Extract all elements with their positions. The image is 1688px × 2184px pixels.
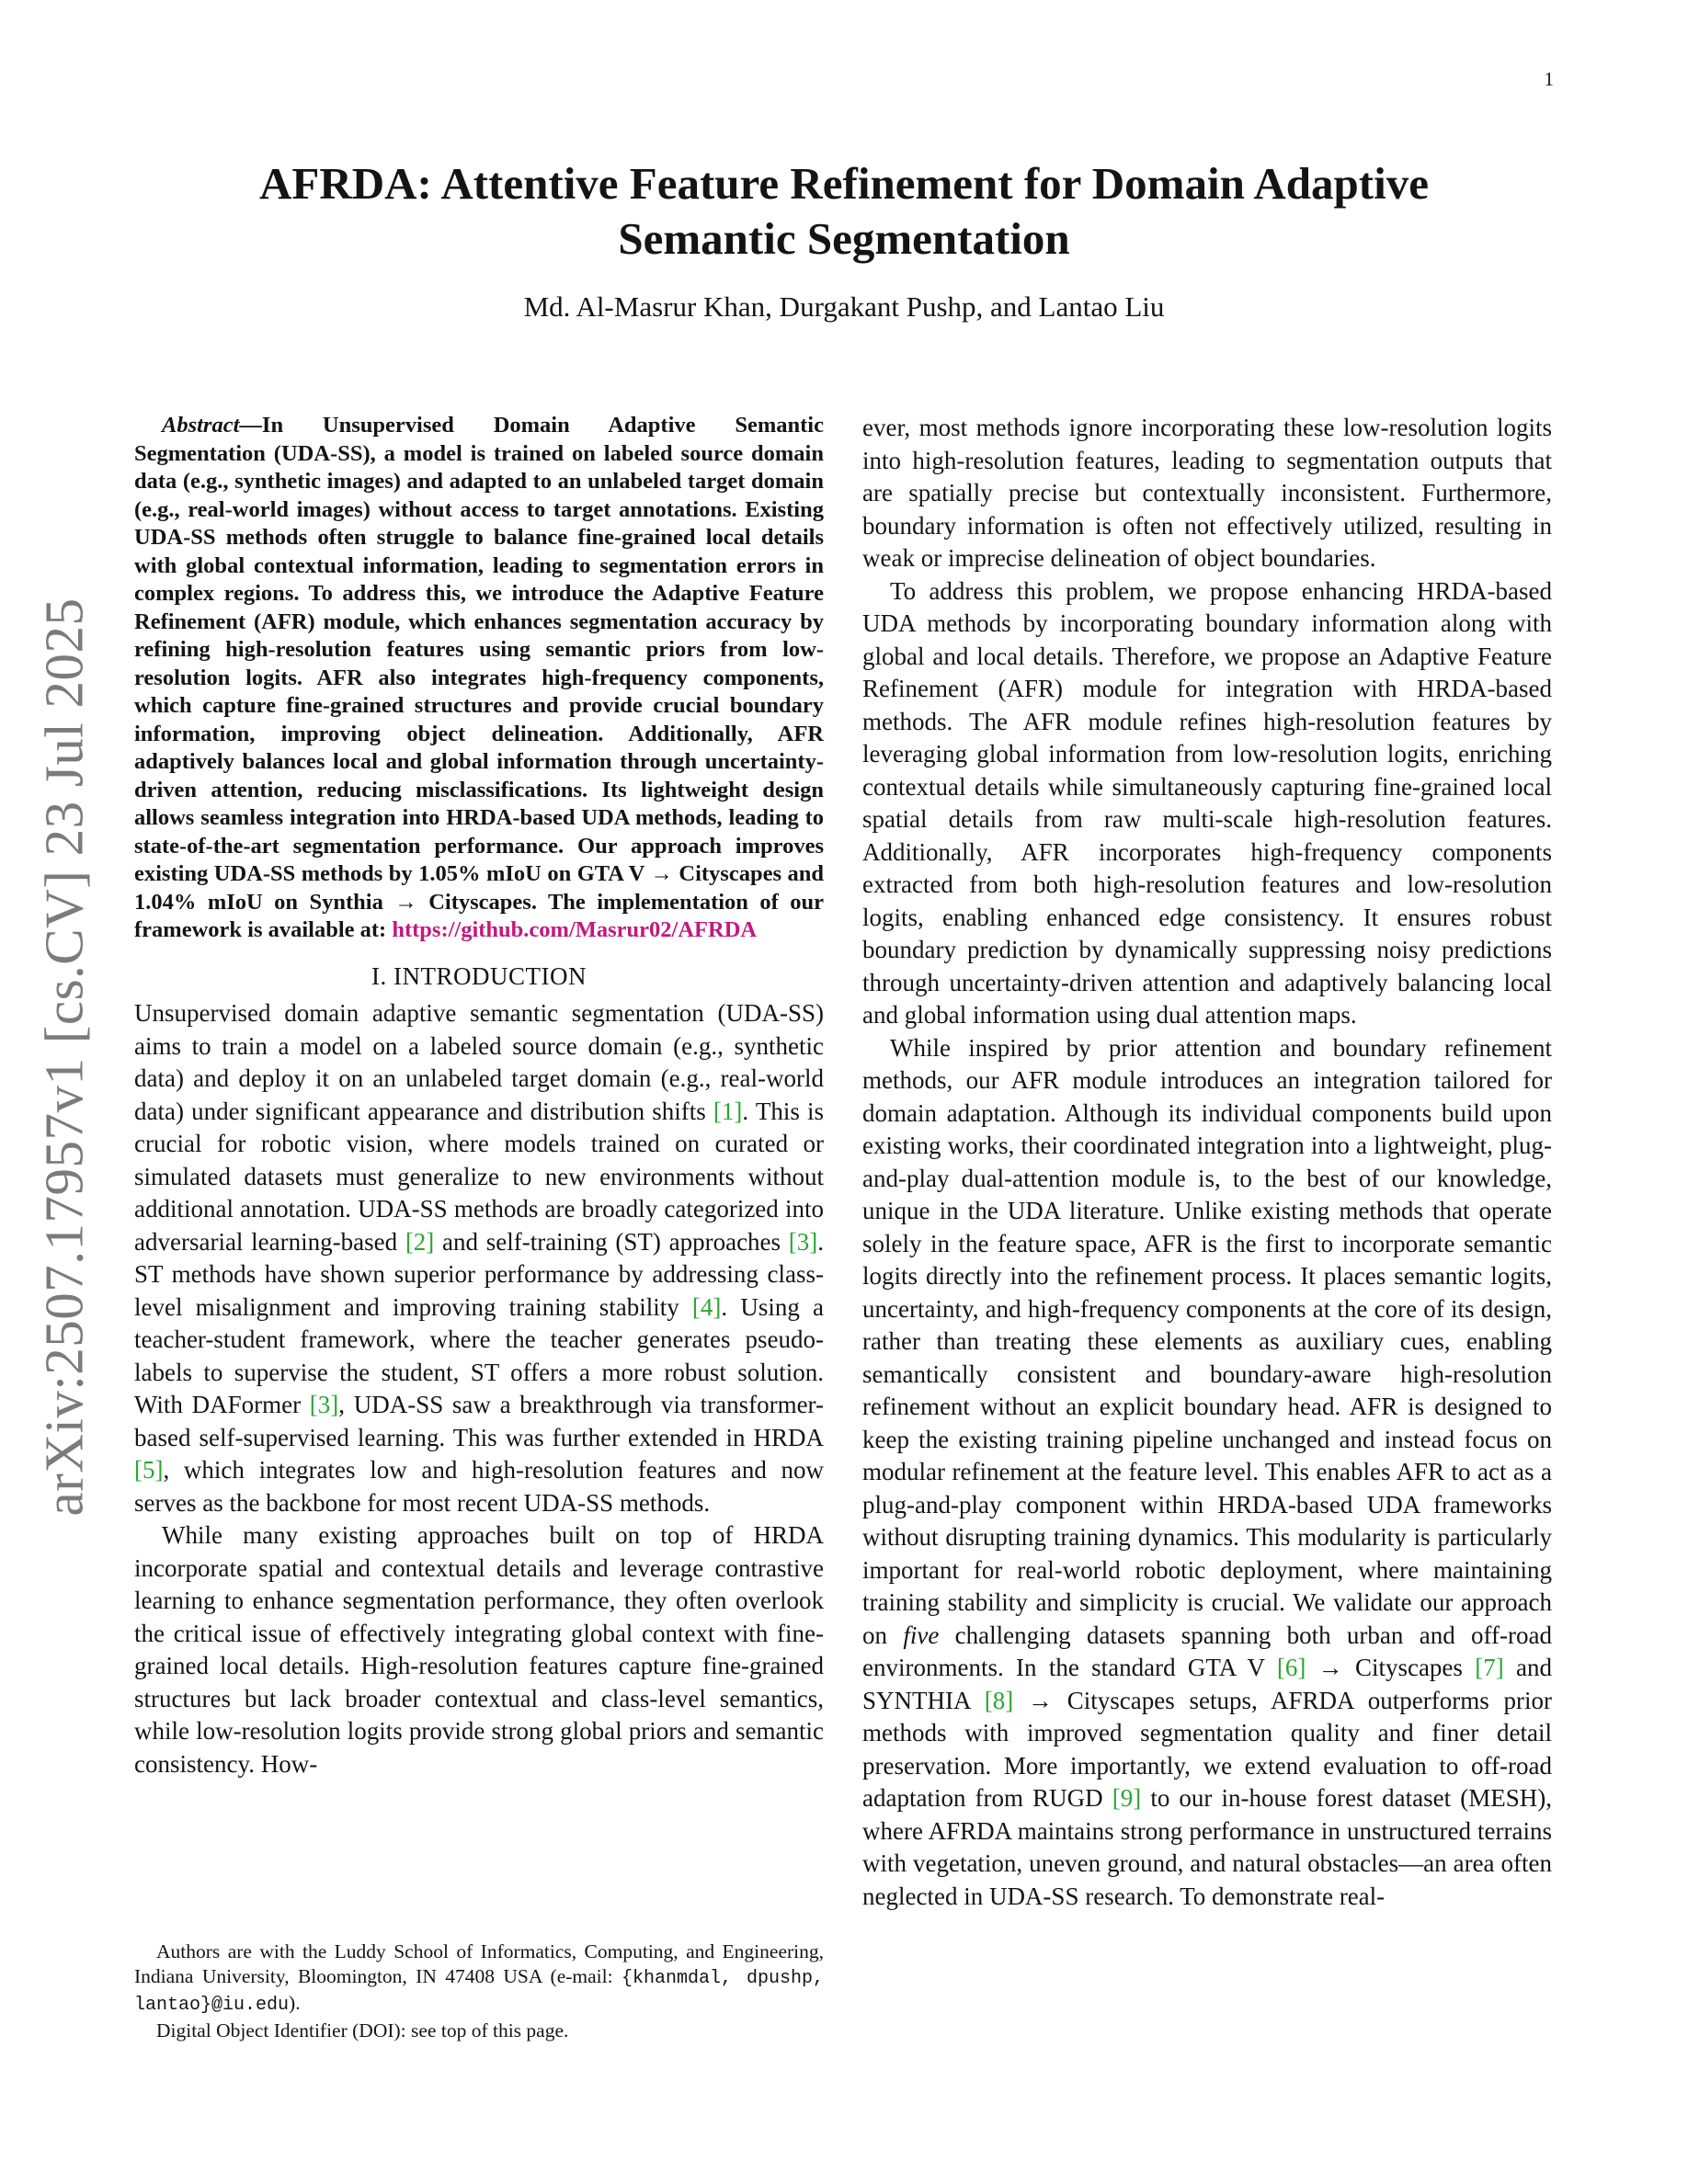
section-heading-introduction: I. INTRODUCTION	[371, 961, 587, 990]
citation-link[interactable]: [6]	[1276, 1654, 1306, 1681]
text-run: → Cityscapes	[1306, 1654, 1476, 1681]
citation-link[interactable]: [1]	[713, 1097, 743, 1125]
author-footnote	[134, 1939, 824, 2042]
abstract-label: Abstract	[162, 413, 240, 438]
text-run: to our in-house forest dataset (MESH), where AFRDA maintains strong performance in unstructured terrains with vegetation, uneven ground, and natural obstacles—an area often neglected in UDA-SS research. To demonstrate real-	[862, 1784, 1552, 1910]
text-run: Unsupervised domain adaptive semantic segmentation (UDA-SS) aims to train a model on a labeled source domain (e.g., synthetic data) and deploy it on an unlabeled target domain (e.g., real-world data) under significant appearance and distribution shifts	[134, 999, 824, 1125]
affiliation-note	[134, 1939, 824, 2019]
left-column	[134, 412, 824, 1780]
paper-title	[0, 156, 1688, 267]
author-list: Md. Al-Masrur Khan, Durgakant Pushp, and Lantao Liu	[523, 290, 1165, 323]
page-number: 1	[1544, 68, 1554, 90]
text-run: , which integrates low and high-resolution features and now serves as the backbone for most recent UDA-SS methods.	[134, 1456, 824, 1517]
abstract	[134, 412, 824, 945]
text-run: → Cityscapes setups, AFRDA outperforms prior methods with improved segmentation quality and finer detail preservation. More importantly, we extend evaluation to off-road adaptation from RUGD	[862, 1686, 1552, 1812]
text-run: and SYNTHIA	[862, 1654, 1553, 1714]
text-run: and self-training (ST) approaches	[434, 1227, 789, 1256]
right-column	[862, 412, 1552, 1913]
citation-link[interactable]: [3]	[309, 1391, 339, 1418]
intro-paragraph-2: While many existing approaches built on top of HRDA incorporate spatial and contextual details and leverage contrastive learning to enhance segmentation performance, they often overlook the critical issue of effectively integrating global context with fine-grained local details. High-resolution features capture fine-grained structures but lack broader contextual and class-level semantics, while low-resolution logits provide strong global priors and semantic consistency. How-	[134, 1521, 824, 1778]
arxiv-identifier: arXiv:2507.17957v1 [cs.CV] 23 Jul 2025	[33, 597, 95, 1517]
author-emails: {khanmdal, dpushp, lantao}@iu.edu	[134, 1967, 824, 2016]
text-run: . This is crucial for robotic vision, where models trained on curated or simulated datasets must generalize to new environments without additional annotation. UDA-SS methods are broadly categorized into adversarial learning-based	[134, 1097, 824, 1256]
citation-link[interactable]: [3]	[788, 1227, 818, 1256]
text-run: While inspired by prior attention and boundary refinement methods, our AFR module introduces an integration tailored for domain adaptation. Although its individual components build upon existing works, their coordinated integration into a lightweight, plug-and-play dual-attention module is, to the best of our knowledge, unique in the UDA literature. Unlike existing methods that operate solely in the feature space, AFR is the first to incorporate semantic logits directly into the refinement process. It places semantic logits, uncertainty, and high-frequency components at the core of its design, rather than treating these elements as auxiliary cues, enabling semantically consistent and boundary-aware high-resolution refinement without an explicit boundary head. AFR is designed to keep the existing training pipeline unchanged and instead focus on modular refinement at the feature level. This enables AFR to act as a plug-and-play component within HRDA-based UDA frameworks without disrupting training dynamics. This modularity is particularly important for real-world robotic deployment, where maintaining training stability and simplicity is crucial. We validate our approach on	[862, 1033, 1552, 1649]
intro-paragraph-4: To address this problem, we propose enhancing HRDA-based UDA methods by incorporating boundary information along with global and local details. Therefore, we propose an Adaptive Feature Refinement (AFR) module for integration with HRDA-based methods. The AFR module refines high-resolution features by leveraging global information from low-resolution logits, enriching contextual details while simultaneously capturing fine-grained local spatial details from raw multi-scale high-resolution features. Additionally, AFR incorporates high-frequency components extracted from both high-resolution features and low-resolution logits, enabling enhanced edge consistency. It ensures robust boundary prediction by dynamically suppressing noisy predictions through uncertainty-driven attention and adaptively balancing local and global information using dual attention maps.	[862, 576, 1552, 1029]
citation-link[interactable]: [5]	[134, 1456, 164, 1484]
doi-note: Digital Object Identifier (DOI): see top of this page.	[156, 2019, 569, 2042]
text-run: challenging datasets spanning both urban and off-road environments. In the standard GTA V	[862, 1621, 1553, 1681]
text-run: Authors are with the Luddy School of Informatics, Computing, and Engineering, Indiana University, Bloomington, IN 47408 USA (e-mail:	[134, 1940, 824, 1987]
text-run: . Using a teacher-student framework, where the teacher generates pseudo-labels to supervise the student, ST offers a more robust solution. With DAFormer	[134, 1292, 824, 1418]
title-line-2: Semantic Segmentation	[618, 213, 1070, 264]
text-run: , UDA-SS saw a breakthrough via transformer-based self-supervised learning. This was further extended in HRDA	[134, 1391, 824, 1451]
intro-paragraph-3: ever, most methods ignore incorporating these low-resolution logits into high-resolution features, leading to segmentation outputs that are spatially precise but contextually inconsistent. Furthermore, boundary information is often not effectively utilized, resulting in weak or imprecise delineation of object boundaries.	[862, 414, 1552, 572]
citation-link[interactable]: [8]	[984, 1686, 1014, 1714]
citation-link[interactable]: [2]	[405, 1227, 435, 1256]
abstract-text: —In Unsupervised Domain Adaptive Semantic Segmentation (UDA-SS), a model is trained on labeled source domain data (e.g., synthetic images) and adapted to an unlabeled target domain (e.g., real-world images) without access to target annotations. Existing UDA-SS methods often struggle to balance fine-grained local details with global contextual information, leading to segmentation errors in complex regions. To address this, we introduce the Adaptive Feature Refinement (AFR) module, which enhances segmentation accuracy by refining high-resolution features using semantic priors from low-resolution logits. AFR also integrates high-frequency components, which capture fine-grained structures and provide crucial boundary information, improving object delineation. Additionally, AFR adaptively balances local and global information through uncertainty-driven attention, reducing misclassifications. Its lightweight design allows seamless integration into HRDA-based UDA methods, leading to state-of-the-art segmentation performance. Our approach improves existing UDA-SS methods by 1.05% mIoU on GTA V → Cityscapes and 1.04% mIoU on Synthia → Cityscapes. The implementation of our framework is available at:	[134, 413, 824, 942]
intro-paragraph-1	[134, 997, 824, 1519]
text-run: ).	[289, 1992, 301, 2014]
citation-link[interactable]: [7]	[1475, 1654, 1504, 1681]
citation-link[interactable]: [4]	[691, 1292, 722, 1321]
title-line-1: AFRDA: Attentive Feature Refinement for Domain Adaptive	[259, 158, 1429, 209]
text-run: . ST methods have shown superior performance by addressing class-level misalignment and improving training stability	[134, 1227, 824, 1321]
code-link[interactable]: https://github.com/Masrur02/AFRDA	[392, 917, 758, 942]
emphasis: five	[903, 1621, 940, 1649]
intro-paragraph-5	[862, 1032, 1552, 1914]
citation-link[interactable]: [9]	[1112, 1784, 1142, 1812]
